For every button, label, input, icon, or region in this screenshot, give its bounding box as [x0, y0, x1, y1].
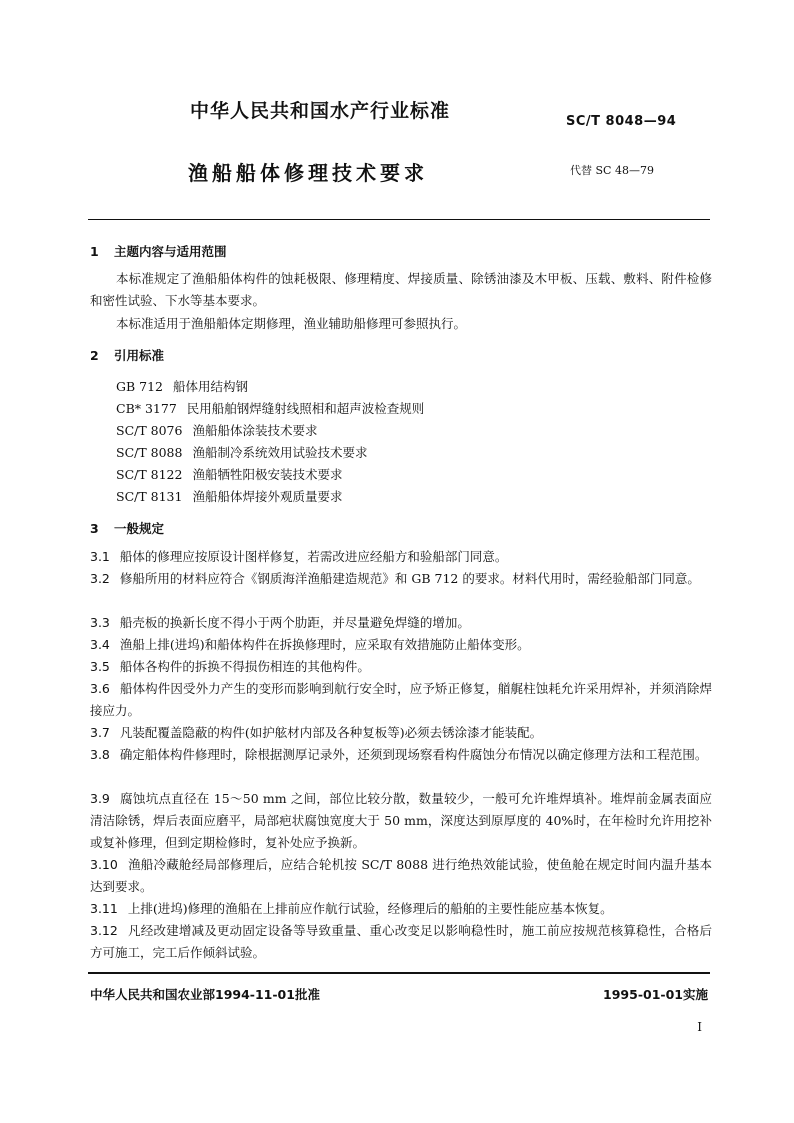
clause-3-3 [90, 612, 712, 634]
header-divider [88, 219, 710, 220]
reference-code: SC/T 8122 [116, 467, 183, 482]
standard-code: SC/T 8048—94 [566, 114, 677, 129]
clause-3-2 [90, 568, 712, 590]
implementation-date: 1995-01-01实施 [603, 987, 708, 1002]
section-2-heading [90, 346, 164, 364]
reference-code: SC/T 8088 [116, 445, 183, 460]
replaces-note: 代替 SC 48—79 [570, 164, 654, 177]
section-number: 3 [90, 521, 99, 536]
clause-number: 3.3 [90, 615, 110, 630]
reference-item [116, 486, 342, 508]
reference-item [116, 376, 248, 398]
clause-number: 3.4 [90, 637, 110, 652]
section-1-paragraph: 本标准规定了渔船船体构件的蚀耗极限、修理精度、焊接质量、除锈油漆及木甲板、压载、敷料、附件检修和密性试验、下水等基本要求。 [90, 271, 712, 308]
approval-line: 中华人民共和国农业部1994-11-01批准 [90, 987, 320, 1002]
clause-3-9 [90, 788, 712, 854]
clause-text: 腐蚀坑点直径在 15～50 mm 之间，部位比较分散，数量较少，一般可允许堆焊填补。堆焊前金属表面应清洁除锈，焊后表面应磨平，局部疤状腐蚀宽度大于 50 mm，深度达到原厚度的 40%时，在年检时允许用挖补或复补修理，但到定期检修时，复补处应予换新。 [90, 791, 712, 850]
reference-title: 渔船制冷系统效用试验技术要求 [192, 445, 368, 460]
clause-number: 3.10 [90, 857, 118, 872]
reference-item [116, 464, 342, 486]
clause-number: 3.2 [90, 571, 110, 586]
clause-text: 修船所用的材料应符合《钢质海洋渔船建造规范》和 GB 712 的要求。材料代用时，需经验船部门同意。 [119, 571, 700, 586]
clause-number: 3.6 [90, 681, 110, 696]
clause-text: 渔船上排(进坞)和船体构件在拆换修理时，应采取有效措施防止船体变形。 [119, 637, 530, 652]
clause-number: 3.1 [90, 549, 110, 564]
reference-title: 船体用结构钢 [173, 379, 249, 394]
footer-divider [88, 972, 710, 974]
clause-text: 船体构件因受外力产生的变形而影响到航行安全时，应予矫正修复，艏艉柱蚀耗允许采用焊补，并须消除焊接应力。 [90, 681, 712, 718]
clause-number: 3.12 [90, 923, 118, 938]
section-title: 主题内容与适用范围 [114, 244, 227, 259]
reference-code: SC/T 8131 [116, 489, 183, 504]
clause-3-11 [90, 898, 712, 920]
reference-code: SC/T 8076 [116, 423, 183, 438]
section-number: 2 [90, 348, 99, 363]
clause-text: 船壳板的换新长度不得小于两个肋距，并尽量避免焊缝的增加。 [119, 615, 470, 630]
clause-number: 3.7 [90, 725, 110, 740]
section-number: 1 [90, 244, 99, 259]
reference-code: CB* 3177 [116, 401, 177, 416]
clause-3-6 [90, 678, 712, 722]
reference-title: 渔船牺牲阳极安装技术要求 [192, 467, 343, 482]
clause-text: 凡装配覆盖隐蔽的构件(如护舷材内部及各种复板等)必须去锈涂漆才能装配。 [119, 725, 543, 740]
standard-category: 中华人民共和国水产行业标准 [190, 100, 451, 122]
reference-code: GB 712 [116, 379, 164, 394]
reference-title: 渔船船体焊接外观质量要求 [192, 489, 343, 504]
clause-text: 凡经改建增减及更动固定设备等导致重量、重心改变足以影响稳性时，施工前应按规范核算稳性，合格后方可施工，完工后作倾斜试验。 [90, 923, 712, 960]
section-title: 引用标准 [114, 348, 165, 363]
clause-text: 确定船体构件修理时，除根据测厚记录外，还须到现场察看构件腐蚀分布情况以确定修理方法和工程范围。 [119, 747, 708, 762]
clause-number: 3.8 [90, 747, 110, 762]
section-title: 一般规定 [114, 521, 165, 536]
reference-item [116, 420, 317, 442]
clause-3-1 [90, 546, 712, 568]
clause-3-12 [90, 920, 712, 964]
clause-number: 3.11 [90, 901, 118, 916]
section-1-heading [90, 242, 227, 260]
clause-text: 渔船冷藏舱经局部修理后，应结合轮机按 SC/T 8088 进行绝热效能试验，使鱼舱在规定时间内温升基本达到要求。 [90, 857, 712, 894]
clause-text: 船体各构件的拆换不得损伤相连的其他构件。 [119, 659, 370, 674]
clause-3-8 [90, 744, 712, 766]
section-1-paragraph: 本标准适用于渔船船体定期修理，渔业辅助船修理可参照执行。 [116, 316, 467, 331]
clause-3-7 [90, 722, 712, 744]
section-3-heading [90, 519, 164, 537]
clause-3-10 [90, 854, 712, 898]
clause-text: 船体的修理应按原设计图样修复，若需改进应经船方和验船部门同意。 [119, 549, 508, 564]
clause-3-4 [90, 634, 712, 656]
document-title: 渔船船体修理技术要求 [188, 161, 428, 185]
clause-number: 3.9 [90, 791, 110, 806]
page-number: I [697, 1020, 702, 1034]
reference-item [116, 442, 367, 464]
reference-item [116, 398, 424, 420]
clause-3-5 [90, 656, 712, 678]
reference-title: 民用船舶钢焊缝射线照相和超声波检查规则 [186, 401, 425, 416]
reference-title: 渔船船体涂装技术要求 [192, 423, 318, 438]
clause-text: 上排(进坞)修理的渔船在上排前应作航行试验，经修理后的船舶的主要性能应基本恢复。 [127, 901, 613, 916]
clause-number: 3.5 [90, 659, 110, 674]
